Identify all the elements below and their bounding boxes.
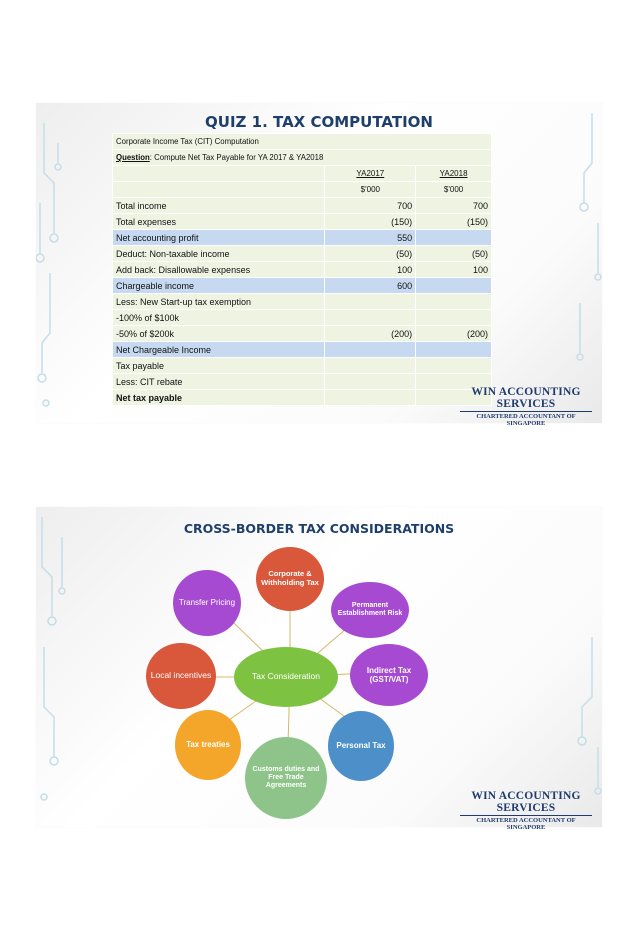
value-ya2017: (50) — [325, 246, 416, 262]
value-ya2018 — [416, 278, 492, 294]
row-label: Total income — [113, 198, 325, 214]
table-row — [113, 214, 492, 230]
table-row — [113, 294, 492, 310]
table-row — [113, 246, 492, 262]
table-row — [113, 134, 492, 150]
table-row — [113, 390, 492, 406]
table-row-highlight — [113, 278, 492, 294]
value-ya2017 — [325, 358, 416, 374]
center-node-tax-consideration: Tax Consideration — [234, 647, 338, 707]
company-logo — [460, 386, 592, 427]
table-row-highlight — [113, 342, 492, 358]
question-text: : Compute Net Tax Payable for YA 2017 & YA2018 — [149, 153, 324, 162]
column-header-ya2017: YA2017 — [356, 169, 385, 178]
slide-title: CROSS-BORDER TAX CONSIDERATIONS — [183, 521, 455, 536]
value-ya2018: 100 — [416, 262, 492, 278]
company-logo — [460, 790, 592, 831]
node-permanent-establishment-risk: Permanent Establishment Risk — [331, 582, 409, 638]
table-row-highlight — [113, 230, 492, 246]
row-label: Tax payable — [113, 358, 325, 374]
circuit-decoration-right — [562, 103, 602, 423]
table-caption: Corporate Income Tax (CIT) Computation — [113, 134, 492, 150]
table-row — [113, 374, 492, 390]
row-label: Net accounting profit — [113, 230, 325, 246]
value-ya2017: 550 — [325, 230, 416, 246]
table-row — [113, 150, 492, 166]
tax-computation-table — [112, 133, 492, 406]
value-ya2017: 100 — [325, 262, 416, 278]
slide-tax-computation — [36, 103, 602, 427]
row-label: Net tax payable — [113, 390, 325, 406]
row-label: -50% of $200k — [113, 326, 325, 342]
value-ya2017: 600 — [325, 278, 416, 294]
table-row — [113, 358, 492, 374]
logo-tagline: CHARTERED ACCOUNTANT OF SINGAPORE — [460, 815, 592, 831]
node-customs-duties-fta: Customs duties and Free Trade Agreements — [245, 737, 327, 819]
table-unit-row — [113, 182, 492, 198]
node-local-incentives: Local incentives — [146, 643, 216, 709]
value-ya2018: (50) — [416, 246, 492, 262]
row-label: Deduct: Non-taxable income — [113, 246, 325, 262]
unit-ya2018: $'000 — [416, 182, 492, 198]
row-label: -100% of $100k — [113, 310, 325, 326]
value-ya2018 — [416, 358, 492, 374]
logo-name: WIN ACCOUNTING SERVICES — [471, 386, 581, 410]
node-transfer-pricing: Transfer Pricing — [173, 570, 241, 636]
logo-name: WIN ACCOUNTING SERVICES — [471, 790, 581, 814]
value-ya2017 — [325, 294, 416, 310]
question-label: Question — [116, 153, 150, 162]
unit-ya2017: $'000 — [325, 182, 416, 198]
row-label: Less: New Start-up tax exemption — [113, 294, 325, 310]
value-ya2018: 700 — [416, 198, 492, 214]
value-ya2017 — [325, 310, 416, 326]
value-ya2018 — [416, 342, 492, 358]
row-label: Chargeable income — [113, 278, 325, 294]
value-ya2017 — [325, 374, 416, 390]
row-label: Less: CIT rebate — [113, 374, 325, 390]
column-header-ya2018: YA2018 — [439, 169, 468, 178]
row-label: Add back: Disallowable expenses — [113, 262, 325, 278]
node-corporate-withholding-tax: Corporate & Withholding Tax — [256, 547, 324, 611]
value-ya2018: (200) — [416, 326, 492, 342]
question-cell — [113, 150, 492, 166]
slide-cross-border-tax — [36, 507, 602, 831]
value-ya2018 — [416, 230, 492, 246]
value-ya2017: 700 — [325, 198, 416, 214]
table-row — [113, 310, 492, 326]
value-ya2018: (150) — [416, 214, 492, 230]
table-row — [113, 326, 492, 342]
node-indirect-tax: Indirect Tax (GST/VAT) — [350, 644, 428, 706]
value-ya2018 — [416, 310, 492, 326]
value-ya2017: (200) — [325, 326, 416, 342]
node-personal-tax: Personal Tax — [328, 711, 394, 781]
value-ya2017 — [325, 342, 416, 358]
value-ya2018 — [416, 294, 492, 310]
table-row — [113, 262, 492, 278]
row-label: Net Chargeable Income — [113, 342, 325, 358]
value-ya2017 — [325, 390, 416, 406]
logo-tagline: CHARTERED ACCOUNTANT OF SINGAPORE — [460, 411, 592, 427]
table-row — [113, 198, 492, 214]
value-ya2017: (150) — [325, 214, 416, 230]
slide-title: QUIZ 1. TAX COMPUTATION — [205, 113, 433, 131]
table-header-row — [113, 166, 492, 182]
circuit-decoration-left — [36, 103, 76, 423]
node-tax-treaties: Tax treaties — [175, 710, 241, 780]
row-label: Total expenses — [113, 214, 325, 230]
